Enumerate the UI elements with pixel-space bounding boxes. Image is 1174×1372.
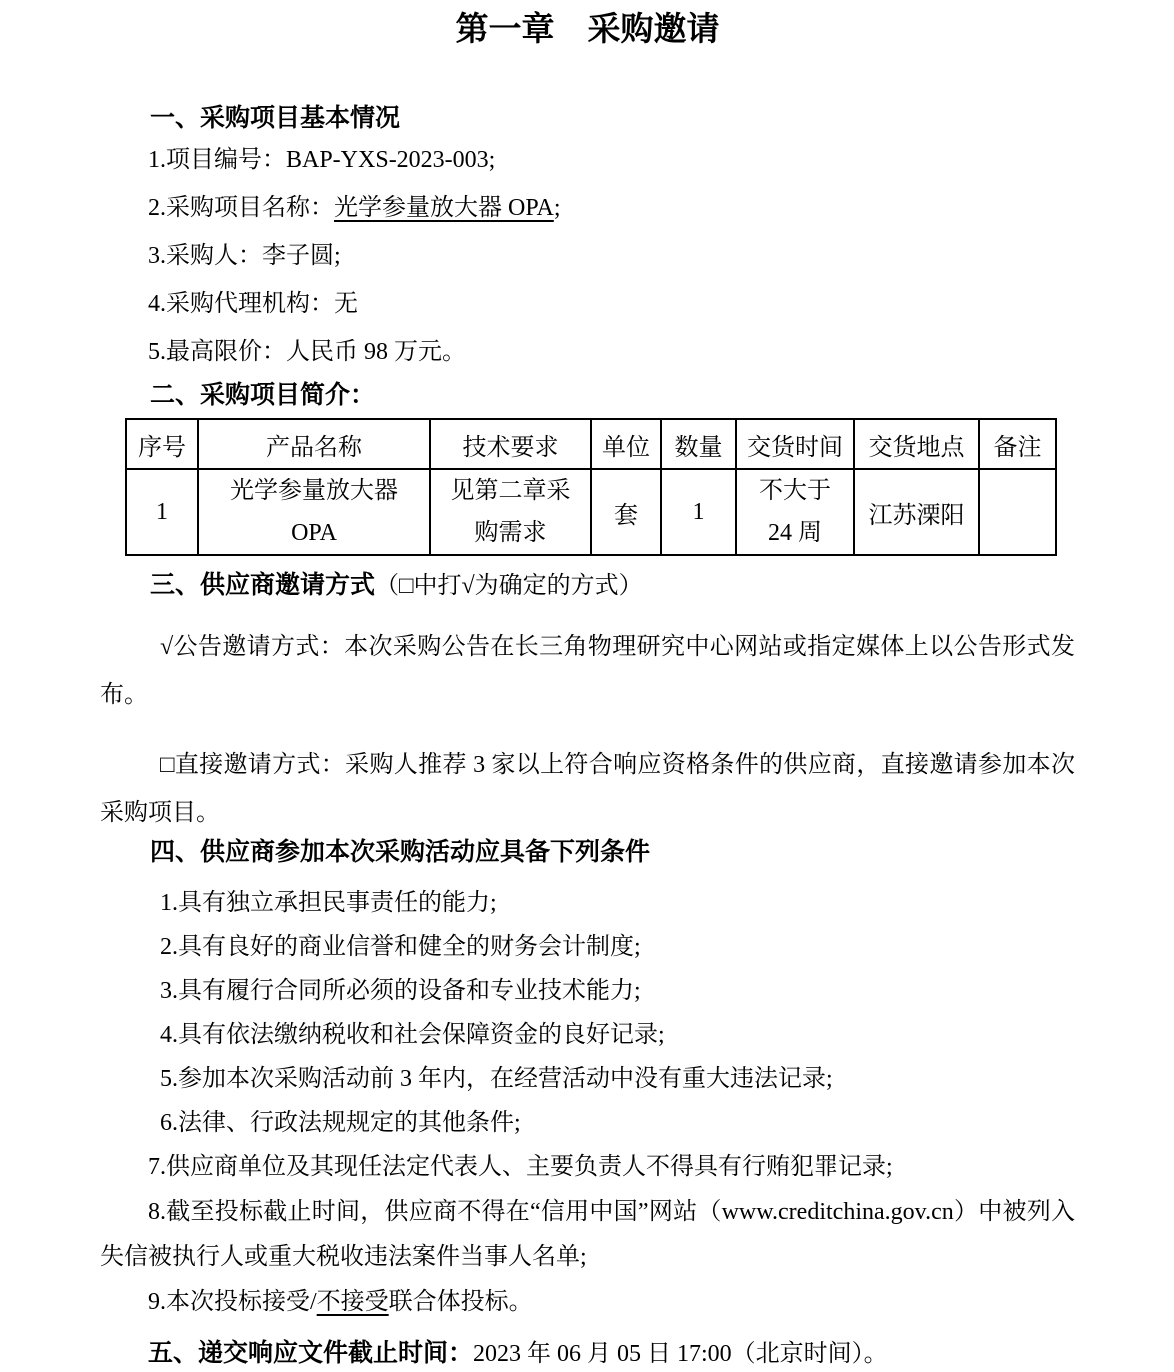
item-agency: 4.采购代理机构：无 xyxy=(148,291,358,317)
condition-5: 5.参加本次采购活动前 3 年内，在经营活动中没有重大违法记录; xyxy=(160,1066,833,1092)
condition-3: 3.具有履行合同所必须的设备和专业技术能力; xyxy=(160,978,641,1004)
product-name-line2: OPA xyxy=(291,520,337,546)
section2-heading: 二、采购项目简介： xyxy=(150,381,376,409)
item-purchaser: 3.采购人：李子圆; xyxy=(148,243,341,269)
item-max-price: 5.最高限价：人民币 98 万元。 xyxy=(148,339,466,365)
section3-heading-note: （□中打√为确定的方式） xyxy=(375,573,643,599)
condition-4: 4.具有依法缴纳税收和社会保障资金的良好记录; xyxy=(160,1022,665,1048)
section5-line xyxy=(100,1331,1075,1372)
project-name-label: 2.采购项目名称： xyxy=(148,195,334,221)
product-name-line1: 光学参量放大器 xyxy=(230,478,398,504)
condition-9-suffix: 联合体投标。 xyxy=(388,1289,533,1315)
para-direct-invitation: □直接邀请方式：采购人推荐 3 家以上符合响应资格条件的供应商，直接邀请参加本次采购项目。 xyxy=(100,752,1075,826)
condition-1: 1.具有独立承担民事责任的能力; xyxy=(160,890,497,916)
project-name-suffix: ; xyxy=(553,195,561,221)
col-header-quantity: 数量 xyxy=(661,419,736,469)
col-header-unit: 单位 xyxy=(591,419,661,469)
cell-remark xyxy=(979,469,1056,555)
table-row xyxy=(126,469,1056,555)
col-header-product-name: 产品名称 xyxy=(198,419,430,469)
cell-unit: 套 xyxy=(591,469,661,555)
table-header-row xyxy=(126,419,1056,469)
delivery-time-line2: 24 周 xyxy=(768,520,822,546)
cell-delivery-place: 江苏溧阳 xyxy=(854,469,979,555)
section4-heading: 四、供应商参加本次采购活动应具备下列条件 xyxy=(150,838,651,866)
delivery-time-line1: 不大于 xyxy=(759,478,831,504)
cell-seq: 1 xyxy=(126,469,198,555)
condition-8: 8.截至投标截止时间，供应商不得在“信用中国”网站（www.creditchina.gov.cn）中被列入失信被执行人或重大税收违法案件当事人名单; xyxy=(100,1199,1075,1270)
condition-9-underlined: 不接受 xyxy=(316,1289,389,1315)
col-header-delivery-time: 交货时间 xyxy=(736,419,854,469)
section3-heading-bold: 三、供应商邀请方式 xyxy=(150,571,376,599)
col-header-delivery-place: 交货地点 xyxy=(854,419,979,469)
project-summary-table-wrap xyxy=(125,418,1075,556)
item-project-name xyxy=(100,184,1075,232)
section3-heading xyxy=(100,570,1075,601)
cell-delivery-time xyxy=(736,469,854,555)
tech-requirement-line2: 购需求 xyxy=(474,520,547,546)
section5-deadline-value: 2023 年 06 月 05 日 17:00（北京时间）。 xyxy=(473,1341,888,1367)
tech-requirement-line1: 见第二章采 xyxy=(450,478,571,504)
cell-product-name xyxy=(198,469,430,555)
item-project-number: 1.项目编号：BAP-YXS-2023-003; xyxy=(148,147,496,173)
condition-2: 2.具有良好的商业信誉和健全的财务会计制度; xyxy=(160,934,641,960)
cell-tech-requirement xyxy=(430,469,591,555)
para-public-invitation: √公告邀请方式：本次采购公告在长三角物理研究中心网站或指定媒体上以公告形式发布。 xyxy=(100,634,1075,708)
condition-6: 6.法律、行政法规规定的其他条件; xyxy=(160,1110,521,1136)
col-header-seq: 序号 xyxy=(126,419,198,469)
project-name-value: 光学参量放大器 OPA xyxy=(334,195,554,221)
cell-quantity: 1 xyxy=(661,469,736,555)
condition-7: 7.供应商单位及其现任法定代表人、主要负责人不得具有行贿犯罪记录; xyxy=(148,1154,893,1180)
project-summary-table xyxy=(125,418,1057,556)
condition-9 xyxy=(100,1280,1075,1325)
col-header-remark: 备注 xyxy=(979,419,1056,469)
condition-9-prefix: 9.本次投标接受/ xyxy=(148,1289,317,1315)
section5-heading: 五、递交响应文件截止时间： xyxy=(148,1339,474,1367)
section1-heading: 一、采购项目基本情况 xyxy=(150,104,401,132)
col-header-tech-requirement: 技术要求 xyxy=(430,419,591,469)
page-title: 第一章 采购邀请 xyxy=(455,10,720,47)
